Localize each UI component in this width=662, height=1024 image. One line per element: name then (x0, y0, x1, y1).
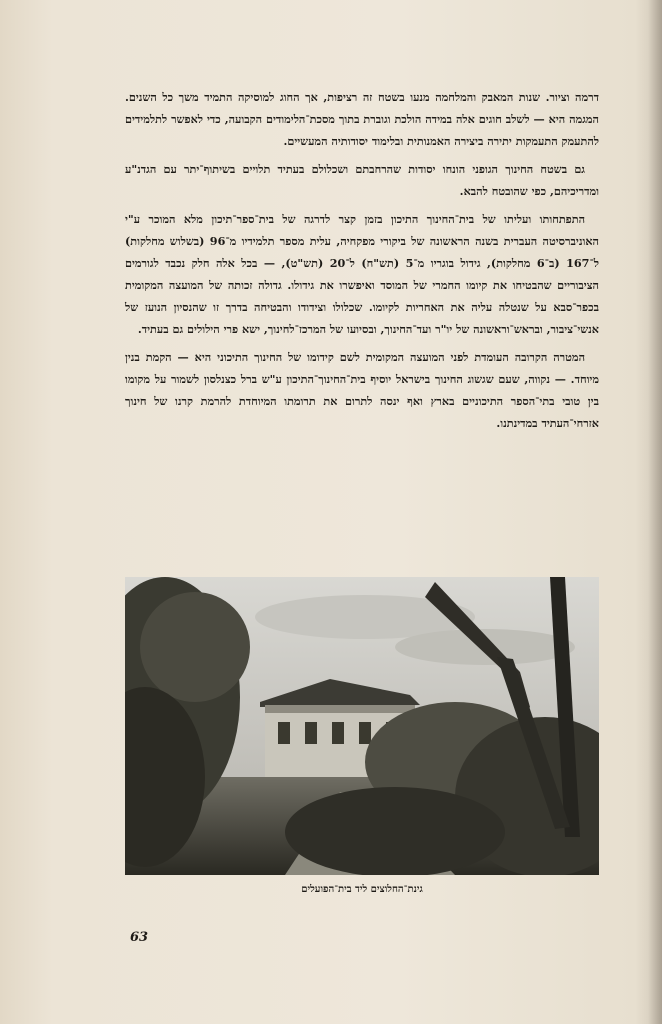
paragraph-arts: דרמה וציור. שנות המאבק והמלחמה מנעו בשטח זה רציפות, אך החוג למוסיקה התמיד משך כל השנים. המגמה היא — לשלב חוגים אלה במידה הולכת וגוברת בתוך מסכת־הלימודים הקבועה, כדי לאפשר לתלמידים להתעמק התעמקות יתירה ביצירה האמנותית ובלימוד יסודותיה המעשיים. (125, 90, 599, 148)
page-number: 63 (130, 930, 149, 945)
garden-photo-illustration (125, 577, 599, 875)
paragraph-future-goal: המטרה הקרובה העומדת לפני המועצה המקומית לשם קידומו של החינוך התיכוני היא — הקמת בנין מיוחד. — נקווה, שעם שגשוג החינוך בישראל יוסיף בית־החינוך־התיכון ע"ש ברל כצנלסון לשמור על מקומו בין טובי בתי־הספר התיכוניים בארץ ואף ינסה לתרום את תרומתו המיוחדת להרמת קרנו של חינוך אזרחי־העתיד במדינתנו. (125, 350, 599, 430)
paragraph-school-growth: התפתחותו ועליתו של בית־החינוך התיכון בזמן קצר לדרגה של בית־ספר־תיכון מלא המוכר ע"י האוניברסיטה העברית בשנה הראשונה של ביקורי מפקחיה, עלית מספר תלמידיו מ־96 (בשלוש מחלקות) ל־167 (ב־6 מחלקות), גידול בוגריו מ־5 (תש"ח) ל־20 (תש"ט), — בכל אלה חלק נכבד לגורמים הציבוריים שהבטיחו את קיומו החמרי של המוסד ואיפשרו את גידולו. גדולה זכותה של המועצה המקומית בכפר־סבא על שנטלה עליה את האחריות לקיומו. שכלולו וצידודו והבטיחה בדרך זו שהנסיון הנועז של אנשי־ציבור, ובראש־וראשונה של יו"ר ועד־החינוך, ובסיועו של המרכז־לחינוך, ישא פרי הילולים גם בעתיד. (125, 212, 599, 336)
body-text (125, 86, 599, 440)
photo-caption: גינת־החלוצים ליד בית־הפועלים (301, 884, 423, 895)
paragraph-physical-education: גם בשטח החינוך הגופני הונחו יסודות שהרחבתם ושכלולם בעתיד תלויים בשיתוף־יתר עם הגדנ"ע ומדריכיהם, כפי שהובטח להבא. (125, 162, 599, 198)
garden-photo (125, 577, 599, 875)
page-spine-shadow (648, 0, 662, 1024)
